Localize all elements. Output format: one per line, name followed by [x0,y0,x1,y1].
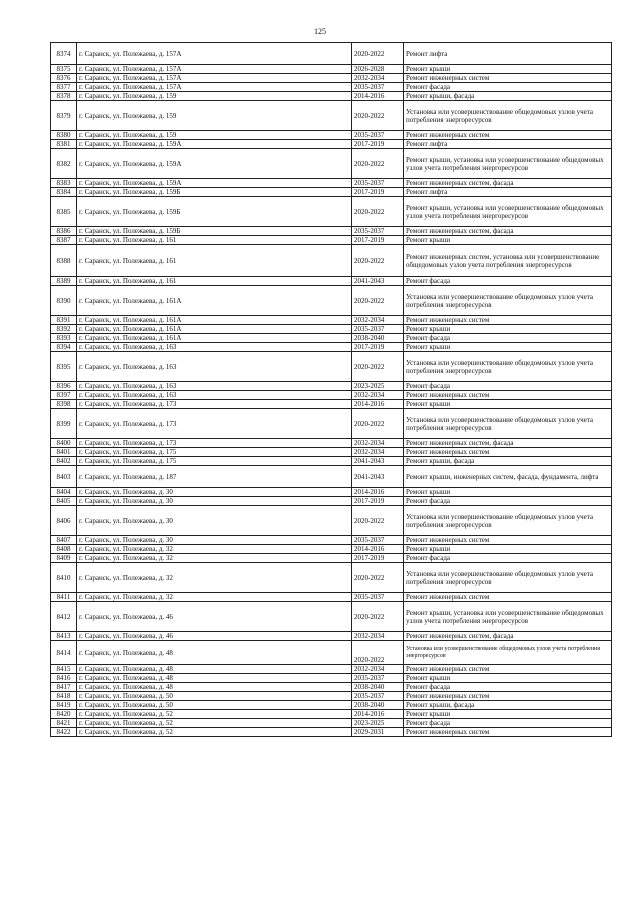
table-row [51,188,612,197]
row-number: 8420 [51,710,77,719]
table-row [51,536,612,545]
row-address: г. Саранск, ул. Полежаева, д. 161 [77,245,352,277]
row-period: 2041-2043 [352,277,404,286]
row-address: г. Саранск, ул. Полежаева, д. 48 [77,641,352,665]
row-work: Ремонт крыши [404,236,612,245]
row-address: г. Саранск, ул. Полежаева, д. 161А [77,334,352,343]
row-period: 2032-2034 [352,391,404,400]
table-row [51,43,612,65]
table-row [51,710,612,719]
row-work: Ремонт крыши [404,674,612,683]
row-period: 2014-2016 [352,400,404,409]
row-number: 8413 [51,632,77,641]
repair-schedule-table [50,42,612,737]
table-row [51,457,612,466]
row-address: г. Саранск, ул. Полежаева, д. 32 [77,545,352,554]
table-row [51,641,612,665]
row-address: г. Саранск, ул. Полежаева, д. 161 [77,277,352,286]
table-row [51,352,612,382]
row-address: г. Саранск, ул. Полежаева, д. 159А [77,140,352,149]
row-address: г. Саранск, ул. Полежаева, д. 175 [77,457,352,466]
row-period: 2032-2034 [352,316,404,325]
row-period: 2041-2043 [352,466,404,488]
row-number: 8386 [51,227,77,236]
row-number: 8401 [51,448,77,457]
row-number: 8408 [51,545,77,554]
row-number: 8390 [51,286,77,316]
row-period: 2014-2016 [352,488,404,497]
row-work: Ремонт фасада [404,334,612,343]
row-work: Ремонт инженерных систем [404,316,612,325]
row-number: 8385 [51,197,77,227]
row-number: 8389 [51,277,77,286]
row-period: 2035-2037 [352,692,404,701]
row-address: г. Саранск, ул. Полежаева, д. 48 [77,665,352,674]
row-address: г. Саранск, ул. Полежаева, д. 157А [77,74,352,83]
row-work: Ремонт фасада [404,277,612,286]
row-address: г. Саранск, ул. Полежаева, д. 163 [77,343,352,352]
row-period: 2020-2022 [352,409,404,439]
row-work: Ремонт фасада [404,683,612,692]
row-work: Ремонт фасада [404,497,612,506]
row-address: г. Саранск, ул. Полежаева, д. 30 [77,506,352,536]
row-work: Ремонт фасада [404,719,612,728]
row-work: Установка или усовершенствование общедомовых узлов учета потребления энергоресурсов [404,286,612,316]
row-number: 8377 [51,83,77,92]
row-address: г. Саранск, ул. Полежаева, д. 161 [77,236,352,245]
row-address: г. Саранск, ул. Полежаева, д. 159 [77,131,352,140]
row-address: г. Саранск, ул. Полежаева, д. 30 [77,536,352,545]
row-number: 8397 [51,391,77,400]
row-work: Ремонт фасада [404,382,612,391]
row-number: 8375 [51,65,77,74]
row-work: Установка или усовершенствование общедомовых узлов учета потребления энергоресурсов [404,563,612,593]
row-period: 2017-2019 [352,236,404,245]
table-row [51,140,612,149]
row-address: г. Саранск, ул. Полежаева, д. 52 [77,710,352,719]
row-work: Ремонт крыши [404,488,612,497]
row-period: 2038-2040 [352,683,404,692]
row-address: г. Саранск, ул. Полежаева, д. 50 [77,692,352,701]
row-work: Установка или усовершенствование общедомовых узлов учета потребления энергоресурсов [404,506,612,536]
row-number: 8378 [51,92,77,101]
row-number: 8416 [51,674,77,683]
row-address: г. Саранск, ул. Полежаева, д. 163 [77,391,352,400]
table-row [51,683,612,692]
row-work: Ремонт крыши [404,545,612,554]
table-row [51,179,612,188]
row-work: Ремонт инженерных систем, фасада [404,179,612,188]
row-number: 8400 [51,439,77,448]
table-row [51,497,612,506]
row-address: г. Саранск, ул. Полежаева, д. 163 [77,352,352,382]
table-row [51,227,612,236]
table-row [51,448,612,457]
row-period: 2023-2025 [352,719,404,728]
row-period: 2020-2022 [352,286,404,316]
row-number: 8392 [51,325,77,334]
row-number: 8406 [51,506,77,536]
row-work: Ремонт фасада [404,83,612,92]
table-row [51,236,612,245]
row-number: 8411 [51,593,77,602]
table-row [51,488,612,497]
row-period: 2020-2022 [352,506,404,536]
row-address: г. Саранск, ул. Полежаева, д. 175 [77,448,352,457]
row-address: г. Саранск, ул. Полежаева, д. 46 [77,602,352,632]
row-period: 2017-2019 [352,554,404,563]
row-number: 8412 [51,602,77,632]
row-work: Ремонт лифта [404,140,612,149]
row-number: 8396 [51,382,77,391]
table-row [51,325,612,334]
row-address: г. Саранск, ул. Полежаева, д. 173 [77,400,352,409]
row-work: Установка или усовершенствование общедомовых узлов учета потребления энергоресурсов [404,641,612,665]
table-row [51,277,612,286]
row-work: Ремонт крыши [404,65,612,74]
row-number: 8419 [51,701,77,710]
row-period: 2035-2037 [352,227,404,236]
row-period: 2029-2031 [352,728,404,737]
row-period: 2020-2022 [352,352,404,382]
table-row [51,692,612,701]
row-period: 2017-2019 [352,188,404,197]
row-number: 8422 [51,728,77,737]
row-number: 8399 [51,409,77,439]
table-body [51,43,612,737]
row-work: Ремонт инженерных систем, фасада [404,632,612,641]
row-address: г. Саранск, ул. Полежаева, д. 32 [77,593,352,602]
row-number: 8410 [51,563,77,593]
table-row [51,593,612,602]
table-row [51,545,612,554]
row-work: Ремонт крыши [404,325,612,334]
row-address: г. Саранск, ул. Полежаева, д. 32 [77,554,352,563]
row-period: 2014-2016 [352,545,404,554]
table-row [51,74,612,83]
row-period: 2035-2037 [352,593,404,602]
row-work: Ремонт крыши, инженерных систем, фасада, фундамента, лифта [404,466,612,488]
row-work: Ремонт крыши, фасада [404,701,612,710]
row-number: 8395 [51,352,77,382]
row-period: 2020-2022 [352,101,404,131]
row-address: г. Саранск, ул. Полежаева, д. 159 [77,101,352,131]
row-number: 8380 [51,131,77,140]
row-work: Ремонт инженерных систем [404,448,612,457]
row-work: Ремонт инженерных систем, установка или усовершенствование общедомовых узлов учета потребления энергоресурсов [404,245,612,277]
row-number: 8403 [51,466,77,488]
table-row [51,101,612,131]
row-period: 2020-2022 [352,245,404,277]
row-work: Ремонт инженерных систем [404,692,612,701]
row-number: 8417 [51,683,77,692]
row-address: г. Саранск, ул. Полежаева, д. 173 [77,439,352,448]
row-number: 8388 [51,245,77,277]
row-period: 2017-2019 [352,497,404,506]
row-number: 8407 [51,536,77,545]
row-address: г. Саранск, ул. Полежаева, д. 159Б [77,197,352,227]
row-address: г. Саранск, ул. Полежаева, д. 159А [77,179,352,188]
row-number: 8383 [51,179,77,188]
table-row [51,554,612,563]
row-period: 2038-2040 [352,701,404,710]
row-work: Ремонт крыши [404,400,612,409]
row-period: 2020-2022 [352,43,404,65]
row-work: Установка или усовершенствование общедомовых узлов учета потребления энергоресурсов [404,352,612,382]
row-address: г. Саранск, ул. Полежаева, д. 159Б [77,227,352,236]
row-address: г. Саранск, ул. Полежаева, д. 159Б [77,188,352,197]
row-period: 2014-2016 [352,92,404,101]
row-number: 8415 [51,665,77,674]
row-number: 8394 [51,343,77,352]
row-work: Ремонт инженерных систем [404,391,612,400]
row-number: 8393 [51,334,77,343]
row-work: Установка или усовершенствование общедомовых узлов учета потребления энергоресурсов [404,409,612,439]
row-work: Ремонт инженерных систем, фасада [404,227,612,236]
row-number: 8379 [51,101,77,131]
table-row [51,391,612,400]
table-row [51,632,612,641]
row-period: 2020-2022 [352,641,404,665]
table-row [51,286,612,316]
row-work: Ремонт лифта [404,188,612,197]
table-row [51,197,612,227]
row-address: г. Саранск, ул. Полежаева, д. 52 [77,719,352,728]
row-number: 8398 [51,400,77,409]
table-row [51,506,612,536]
row-period: 2032-2034 [352,665,404,674]
row-work: Ремонт фасада [404,554,612,563]
row-address: г. Саранск, ул. Полежаева, д. 48 [77,674,352,683]
table-row [51,83,612,92]
row-number: 8374 [51,43,77,65]
row-address: г. Саранск, ул. Полежаева, д. 48 [77,683,352,692]
row-number: 8387 [51,236,77,245]
row-work: Ремонт инженерных систем, фасада [404,439,612,448]
row-work: Ремонт лифта [404,43,612,65]
row-number: 8382 [51,149,77,179]
row-number: 8409 [51,554,77,563]
row-work: Ремонт инженерных систем [404,536,612,545]
row-work: Ремонт крыши, установка или усовершенствование общедомовых узлов учета потребления энергоресурсов [404,602,612,632]
table-row [51,316,612,325]
row-work: Ремонт инженерных систем [404,728,612,737]
table-row [51,343,612,352]
row-address: г. Саранск, ул. Полежаева, д. 157А [77,83,352,92]
row-period: 2020-2022 [352,149,404,179]
row-work: Ремонт крыши, установка или усовершенствование общедомовых узлов учета потребления энергоресурсов [404,197,612,227]
row-number: 8405 [51,497,77,506]
row-period: 2020-2022 [352,602,404,632]
row-period: 2035-2037 [352,674,404,683]
table-row [51,602,612,632]
page-number: 125 [314,27,326,36]
row-number: 8414 [51,641,77,665]
row-period: 2035-2037 [352,179,404,188]
row-number: 8402 [51,457,77,466]
row-address: г. Саранск, ул. Полежаева, д. 173 [77,409,352,439]
row-address: г. Саранск, ул. Полежаева, д. 159 [77,92,352,101]
row-period: 2035-2037 [352,536,404,545]
row-number: 8376 [51,74,77,83]
table-row [51,439,612,448]
row-period: 2032-2034 [352,448,404,457]
row-address: г. Саранск, ул. Полежаева, д. 30 [77,497,352,506]
row-number: 8384 [51,188,77,197]
row-period: 2038-2040 [352,334,404,343]
row-work: Ремонт инженерных систем [404,593,612,602]
row-address: г. Саранск, ул. Полежаева, д. 32 [77,563,352,593]
row-period: 2032-2034 [352,439,404,448]
table-row [51,92,612,101]
row-address: г. Саранск, ул. Полежаева, д. 161А [77,325,352,334]
table-row [51,334,612,343]
row-work: Установка или усовершенствование общедомовых узлов учета потребления энергоресурсов [404,101,612,131]
row-period: 2026-2028 [352,65,404,74]
table-row [51,466,612,488]
table-row [51,400,612,409]
row-period: 2032-2034 [352,632,404,641]
row-address: г. Саранск, ул. Полежаева, д. 46 [77,632,352,641]
table-row [51,409,612,439]
table-row [51,719,612,728]
row-period: 2035-2037 [352,131,404,140]
row-address: г. Саранск, ул. Полежаева, д. 187 [77,466,352,488]
row-period: 2023-2025 [352,382,404,391]
row-address: г. Саранск, ул. Полежаева, д. 50 [77,701,352,710]
row-work: Ремонт инженерных систем [404,131,612,140]
row-period: 2035-2037 [352,325,404,334]
row-period: 2035-2037 [352,83,404,92]
row-address: г. Саранск, ул. Полежаева, д. 157А [77,43,352,65]
row-number: 8404 [51,488,77,497]
table-row [51,701,612,710]
row-work: Ремонт инженерных систем [404,665,612,674]
table-row [51,131,612,140]
table-row [51,563,612,593]
row-work: Ремонт крыши [404,710,612,719]
table-row [51,674,612,683]
table-row [51,65,612,74]
row-address: г. Саранск, ул. Полежаева, д. 157А [77,65,352,74]
row-number: 8418 [51,692,77,701]
row-work: Ремонт крыши, фасада [404,457,612,466]
row-work: Ремонт крыши, установка или усовершенствование общедомовых узлов учета потребления энергоресурсов [404,149,612,179]
row-number: 8421 [51,719,77,728]
table-row [51,382,612,391]
row-period: 2017-2019 [352,140,404,149]
row-period: 2014-2016 [352,710,404,719]
row-address: г. Саранск, ул. Полежаева, д. 161А [77,286,352,316]
row-period: 2017-2019 [352,343,404,352]
row-address: г. Саранск, ул. Полежаева, д. 30 [77,488,352,497]
row-work: Ремонт инженерных систем [404,74,612,83]
row-address: г. Саранск, ул. Полежаева, д. 52 [77,728,352,737]
row-period: 2020-2022 [352,563,404,593]
row-work: Ремонт крыши, фасада [404,92,612,101]
row-address: г. Саранск, ул. Полежаева, д. 163 [77,382,352,391]
row-number: 8391 [51,316,77,325]
row-number: 8381 [51,140,77,149]
row-period: 2020-2022 [352,197,404,227]
table-row [51,665,612,674]
row-address: г. Саранск, ул. Полежаева, д. 159А [77,149,352,179]
table-row [51,245,612,277]
row-work: Ремонт крыши [404,343,612,352]
row-period: 2032-2034 [352,74,404,83]
table-row [51,149,612,179]
row-address: г. Саранск, ул. Полежаева, д. 161А [77,316,352,325]
row-period: 2041-2043 [352,457,404,466]
table-row [51,728,612,737]
